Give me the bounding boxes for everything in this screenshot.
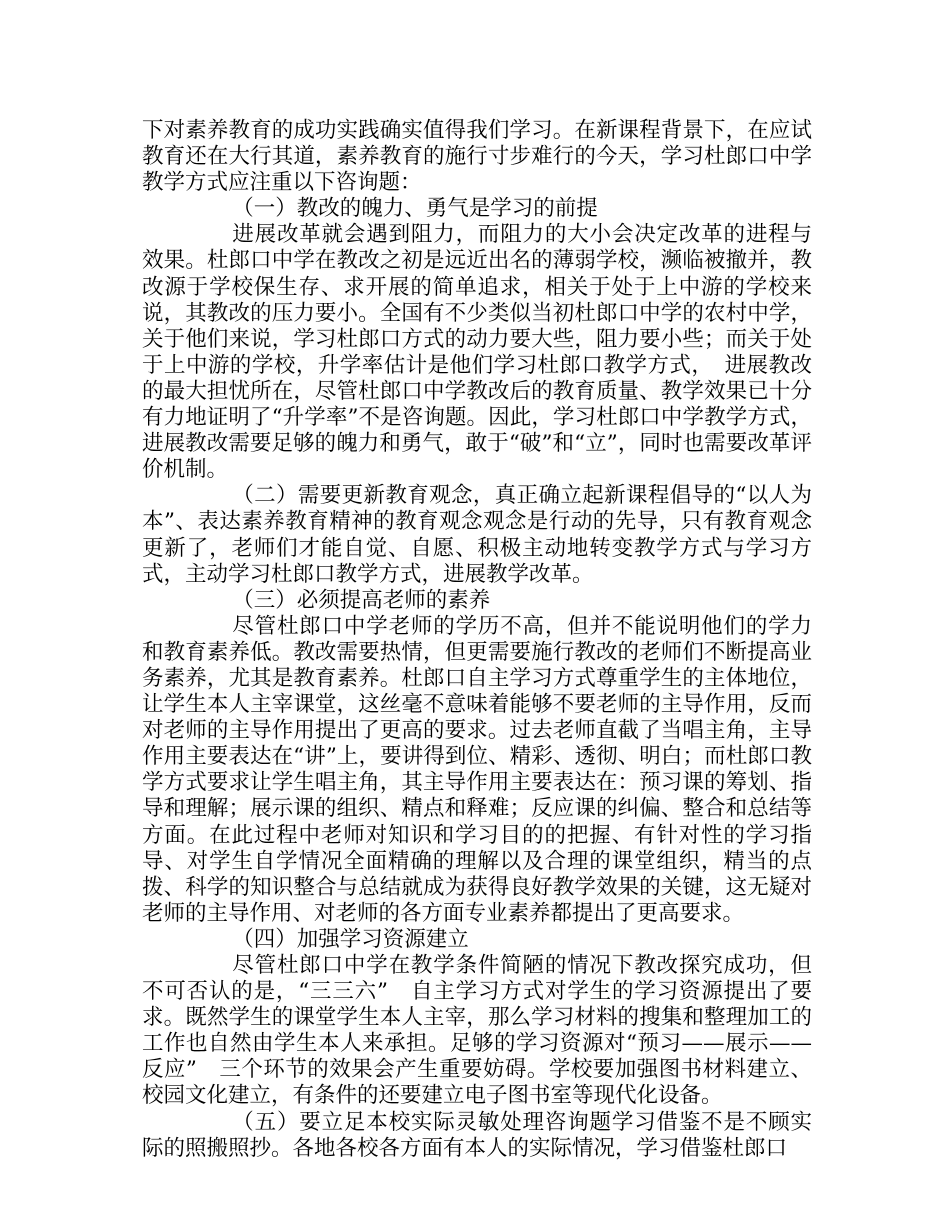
section-heading-1: （一）教改的魄力、勇气是学习的前提 [232, 196, 598, 222]
section-heading-5: （五）要立足本校实际灵敏处理咨询题学习借鉴不是不顾实际的照搬照抄。各地各校各方面有本人的实际情况，学习借鉴杜郎口 [142, 1109, 812, 1161]
document-page [142, 118, 812, 1162]
paragraph-intro: 下对素养教育的成功实践确实值得我们学习。在新课程背景下，在应试教育还在大行其道，素养教育的施行寸步难行的今天，学习杜郎口中学教学方式应注重以下咨询题： [142, 118, 812, 196]
section-heading-3: （三）必须提高老师的素养 [232, 587, 491, 613]
section-heading-4: （四）加强学习资源建立 [232, 926, 469, 952]
section-heading-2: （二）需要更新教育观念，真正确立起新课程倡导的“以人为本”、表达素养教育精神的教育观念观念是行动的先导，只有教育观念更新了，老师们才能自觉、自愿、积极主动地转变教学方式与学习方式，主动学习杜郎口教学方式，进展教学改革。 [142, 483, 812, 587]
paragraph-section-1: 进展改革就会遇到阻力，而阻力的大小会决定改革的进程与效果。杜郎口中学在教改之初是远近出名的薄弱学校，濒临被撤并，教改源于学校保生存、求开展的简单追求，相关于处于上中游的学校来说，其教改的压力要小。全国有不少类似当初杜郎口中学的农村中学，关于他们来说，学习杜郎口方式的动力要大些，阻力要小些；而关于处于上中游的学校，升学率估计是他们学习杜郎口教学方式， 进展教改的最大担忧所在，尽管杜郎口中学教改后的教育质量、教学效果已十分有力地证明了“升学率”不是咨询题。因此，学习杜郎口中学教学方式，进展教改需要足够的魄力和勇气，敢于“破”和“立”，同时也需要改革评价机制。 [142, 222, 812, 483]
paragraph-section-3: 尽管杜郎口中学老师的学历不高，但并不能说明他们的学力和教育素养低。教改需要热情，但更需要施行教改的老师们不断提高业务素养，尤其是教育素养。杜郎口自主学习方式尊重学生的主体地位，让学生本人主宰课堂，这丝毫不意味着能够不要老师的主导作用，反而对老师的主导作用提出了更高的要求。过去老师直截了当唱主角，主导作用主要表达在“讲”上，要讲得到位、精彩、透彻、明白；而杜郎口教学方式要求让学生唱主角，其主导作用主要表达在：预习课的筹划、指导和理解；展示课的组织、精点和释难；反应课的纠偏、整合和总结等方面。在此过程中老师对知识和学习目的的把握、有针对性的学习指导、对学生自学情况全面精确的理解以及合理的课堂组织，精当的点拨、科学的知识整合与总结就成为获得良好教学效果的关键，这无疑对老师的主导作用、对老师的各方面专业素养都提出了更高要求。 [142, 613, 812, 926]
paragraph-section-4: 尽管杜郎口中学在教学条件简陋的情况下教改探究成功，但不可否认的是，“三三六” 自主学习方式对学生的学习资源提出了要求。既然学生的课堂学生本人主宰，那么学习材料的搜集和整理加工的工作也自然由学生本人来承担。足够的学习资源对“预习——展示——反应” 三个环节的效果会产生重要妨碍。学校要加强图书材料建立、校园文化建立，有条件的还要建立电子图书室等现代化设备。 [142, 953, 812, 1109]
